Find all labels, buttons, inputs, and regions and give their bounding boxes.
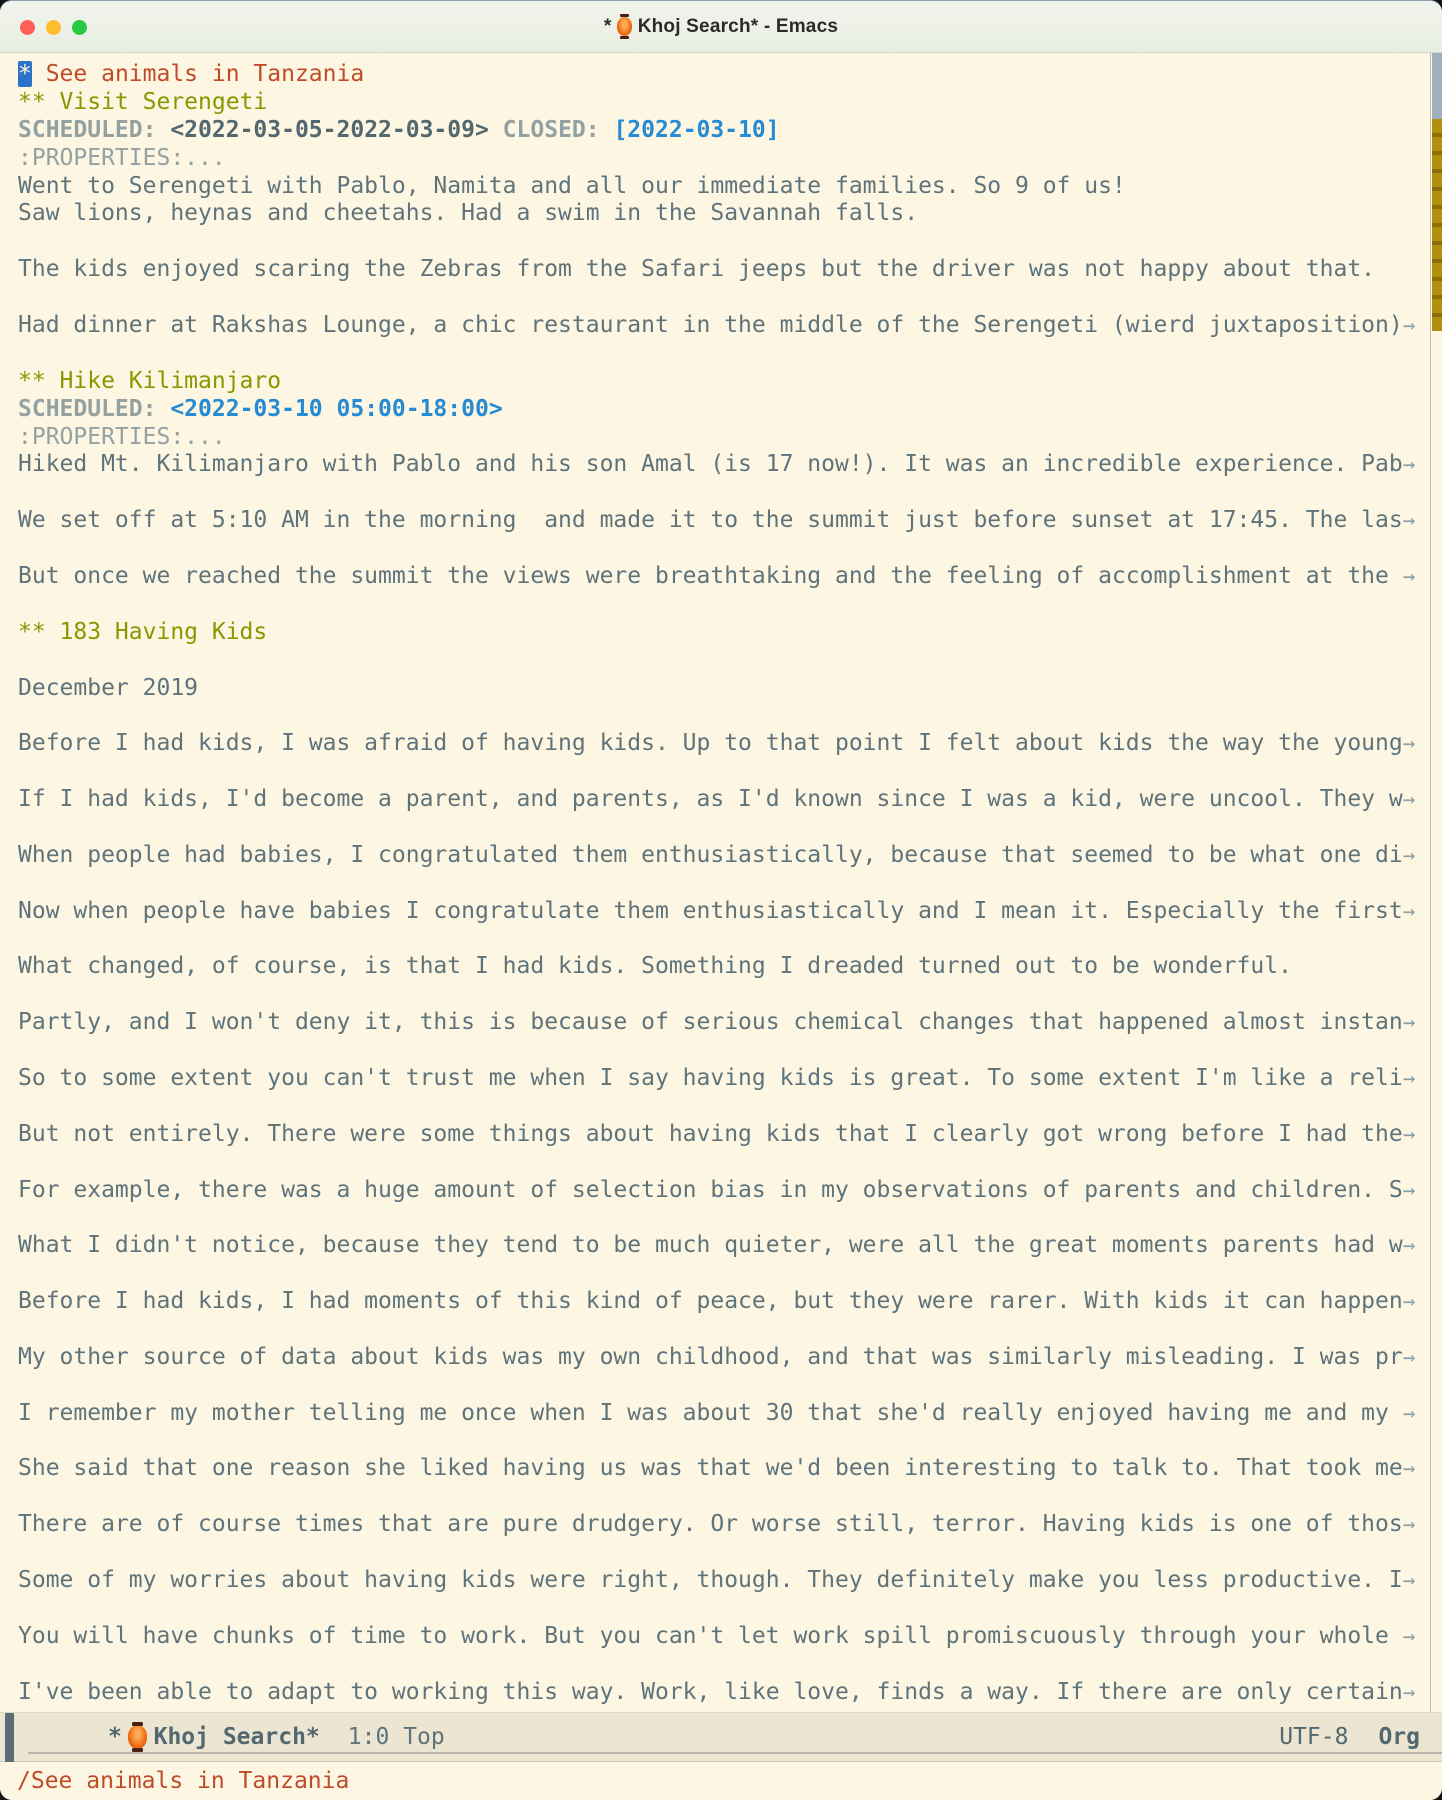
buffer-line[interactable] [18,450,1430,478]
body-text: If I had kids, I'd become a parent, and parents, as I'd known since I was a kid, were uncool. They w [18,786,1403,813]
buffer-line[interactable] [18,227,1430,255]
buffer-line[interactable] [18,785,1430,813]
buffer-line[interactable] [18,1259,1430,1287]
minibuffer-input[interactable]: /See animals in Tanzania [17,1768,350,1794]
truncation-arrow-icon: → [1402,1121,1416,1146]
modeline-position: 1:0 Top [347,1724,445,1750]
lantern-icon [617,17,633,37]
buffer-line[interactable] [18,283,1430,311]
buffer-line[interactable] [18,757,1430,785]
org-level2-heading: ** 183 Having Kids [18,618,268,645]
truncation-arrow-icon: → [1402,508,1416,533]
buffer-line[interactable] [18,1204,1430,1232]
buffer-line[interactable] [18,1148,1430,1176]
truncation-arrow-icon: → [1402,1177,1416,1202]
buffer-line[interactable] [18,1482,1430,1510]
modeline-buffer-name: Khoj Search* [153,1724,320,1750]
truncation-arrow-icon: → [1402,842,1416,867]
truncation-arrow-icon: → [1402,1623,1416,1648]
buffer-line[interactable] [18,813,1430,841]
buffer-line[interactable] [18,1120,1430,1148]
buffer-line[interactable] [18,562,1430,590]
buffer-line[interactable] [18,255,1430,283]
body-text: You will have chunks of time to work. But you can't let work spill promiscuously through your whole [18,1622,1403,1649]
buffer-line[interactable] [18,1064,1430,1092]
buffer-line[interactable] [18,1092,1430,1120]
body-text: What I didn't notice, because they tend to be much quieter, were all the great moments parents had w [18,1232,1403,1259]
truncation-arrow-icon: → [1402,1289,1416,1314]
buffer-line[interactable] [18,339,1430,367]
buffer-line[interactable] [18,144,1430,172]
truncation-arrow-icon: → [1402,312,1416,337]
truncation-arrow-icon: → [1402,1400,1416,1425]
buffer-line[interactable] [18,199,1430,227]
body-text: So to some extent you can't trust me when I say having kids is great. To some extent I'm like a reli [18,1065,1403,1091]
org-properties-drawer: :PROPERTIES:... [18,423,226,450]
buffer-line[interactable] [18,590,1430,618]
buffer-line[interactable] [18,646,1430,674]
buffer-line[interactable] [18,1622,1430,1650]
truncation-arrow-icon: → [1402,1512,1416,1537]
modeline-right-group [1279,1724,1442,1750]
org-level2-heading: ** Hike Kilimanjaro [18,367,282,394]
body-text: She said that one reason she liked having us was that we'd been interesting to talk to. That took me [18,1455,1403,1482]
org-buffer[interactable] [0,53,1430,1712]
modeline-encoding[interactable]: UTF-8 [1279,1724,1349,1750]
buffer-line[interactable] [18,1343,1430,1371]
truncation-arrow-icon: → [1402,1010,1416,1035]
truncation-arrow-icon: → [1402,1456,1416,1481]
buffer-line[interactable] [18,88,1430,116]
titlebar[interactable] [0,1,1442,53]
buffer-line[interactable] [18,980,1430,1008]
body-text: There are of course times that are pure drudgery. Or worse still, terror. Having kids is one of thos [18,1511,1403,1538]
buffer-line[interactable] [18,1231,1430,1259]
body-text: Had dinner at Rakshas Lounge, a chic restaurant in the middle of the Serengeti (wierd juxtaposition) [18,311,1403,338]
body-text: Hiked Mt. Kilimanjaro with Pablo and his son Amal (is 17 now!). It was an incredible experience. Pab [18,451,1403,478]
body-text: Partly, and I won't deny it, this is because of serious chemical changes that happened almost instan [18,1009,1403,1036]
close-button[interactable] [20,20,35,35]
buffer-line[interactable] [18,729,1430,757]
zoom-button[interactable] [72,20,87,35]
buffer-line[interactable] [18,925,1430,953]
buffer-line[interactable] [18,478,1430,506]
buffer-line[interactable] [18,1176,1430,1204]
modeline-buffer-id[interactable] [0,1724,445,1750]
truncation-arrow-icon: → [1402,452,1416,477]
truncation-arrow-icon: → [1402,1344,1416,1369]
truncation-arrow-icon: → [1402,787,1416,812]
buffer-line[interactable] [18,1315,1430,1343]
buffer-line[interactable] [18,1008,1430,1036]
buffer-line[interactable] [18,423,1430,451]
background-window-sliver [1432,119,1442,331]
truncation-arrow-icon: → [1402,1066,1416,1090]
modeline-left-bar [5,1713,14,1763]
truncation-arrow-icon: → [1402,898,1416,923]
org-level1-heading: See animals in Tanzania [31,60,365,87]
org-timestamp-active: <2022-03-10 05:00-18:00> [156,395,503,422]
buffer-line[interactable] [18,116,1430,144]
body-text: My other source of data about kids was my own childhood, and that was similarly misleading. I was pr [18,1343,1403,1370]
buffer-line[interactable] [18,1594,1430,1622]
buffer-line[interactable] [18,1287,1430,1315]
buffer-line[interactable] [18,1678,1430,1706]
buffer-line[interactable] [18,1427,1430,1455]
buffer-line[interactable] [18,1455,1430,1483]
buffer-line[interactable] [18,534,1430,562]
body-text: Some of my worries about having kids were right, though. They definitely make you less productive. I [18,1567,1403,1594]
body-text: Before I had kids, I was afraid of having kids. Up to that point I felt about kids the way the young [18,730,1403,757]
buffer-line[interactable] [18,1371,1430,1399]
buffer-line[interactable] [18,953,1430,981]
body-text: When people had babies, I congratulated them enthusiastically, because that seemed to be what one di [18,841,1403,868]
org-keyword: SCHEDULED: [18,116,157,143]
body-text: I remember my mother telling me once when I was about 30 that she'd really enjoyed having me and my [18,1399,1403,1426]
buffer-line[interactable] [18,869,1430,897]
right-edge-scrollbar[interactable] [1430,53,1442,1712]
org-keyword: SCHEDULED: [18,395,157,422]
org-timestamp: <2022-03-05-2022-03-09> [156,116,489,143]
buffer-line[interactable] [18,1650,1430,1678]
mode-line [0,1712,1442,1762]
org-level2-heading: ** Visit Serengeti [18,88,268,115]
truncation-arrow-icon: → [1402,1568,1416,1593]
lantern-icon [128,1725,147,1749]
body-text: Went to Serengeti with Pablo, Namita and all our immediate families. So 9 of us! [18,172,1126,199]
minimize-button[interactable] [46,20,61,35]
body-text: We set off at 5:10 AM in the morning and made it to the summit just before sunset at 17:45. The las [18,507,1403,534]
truncation-arrow-icon: → [1402,563,1416,588]
buffer-line[interactable] [18,1566,1430,1594]
minibuffer[interactable] [0,1762,1442,1800]
body-text: Now when people have babies I congratulate them enthusiastically and I mean it. Especially the first [18,897,1403,924]
window-title-prefix: * [603,15,612,37]
buffer-line[interactable] [18,1036,1430,1064]
window-title-text: Khoj Search* - Emacs [637,15,839,37]
buffer-line[interactable] [18,1399,1430,1427]
buffer-line[interactable] [18,897,1430,925]
traffic-lights [20,1,87,53]
buffer-line[interactable] [18,395,1430,423]
truncation-arrow-icon: → [1402,1233,1416,1258]
body-text: But once we reached the summit the views were breathtaking and the feeling of accomplishment at the [18,562,1403,589]
window-title [0,16,1442,38]
modeline-buffer-star: * [108,1724,122,1750]
body-text: Before I had kids, I had moments of this kind of peace, but they were rarer. With kids it can happen [18,1288,1403,1315]
buffer-line[interactable] [18,701,1430,729]
buffer-line[interactable] [18,506,1430,534]
body-text: The kids enjoyed scaring the Zebras from the Safari jeeps but the driver was not happy about that. [18,256,1376,283]
body-text: I've been able to adapt to working this way. Work, like love, finds a way. If there are only certain [18,1678,1403,1705]
truncation-arrow-icon: → [1402,1679,1416,1704]
body-text: For example, there was a huge amount of selection bias in my observations of parents and children. S [18,1176,1403,1203]
buffer-line[interactable] [18,841,1430,869]
body-text: But not entirely. There were some things about having kids that I clearly got wrong before I had the [18,1120,1403,1147]
body-text: Saw lions, heynas and cheetahs. Had a swim in the Savannah falls. [18,200,919,227]
buffer-line[interactable] [18,367,1430,395]
modeline-major-mode[interactable]: Org [1378,1724,1420,1750]
buffer-line[interactable] [18,60,1430,88]
buffer-line[interactable] [18,311,1430,339]
truncation-arrow-icon: → [1402,731,1416,756]
buffer-line[interactable] [18,1510,1430,1538]
scrollbar-thumb[interactable] [1432,53,1442,119]
buffer-line[interactable] [18,618,1430,646]
buffer-line[interactable] [18,674,1430,702]
buffer-line[interactable] [18,172,1430,200]
body-text: What changed, of course, is that I had kids. Something I dreaded turned out to be wonderful. [18,953,1292,980]
cursor[interactable]: * [18,60,32,87]
org-timestamp-active: [2022-03-10] [599,116,780,143]
org-properties-drawer: :PROPERTIES:... [18,144,226,171]
body-text: December 2019 [18,674,199,701]
buffer-line[interactable] [18,1538,1430,1566]
org-keyword: CLOSED: [488,116,600,143]
